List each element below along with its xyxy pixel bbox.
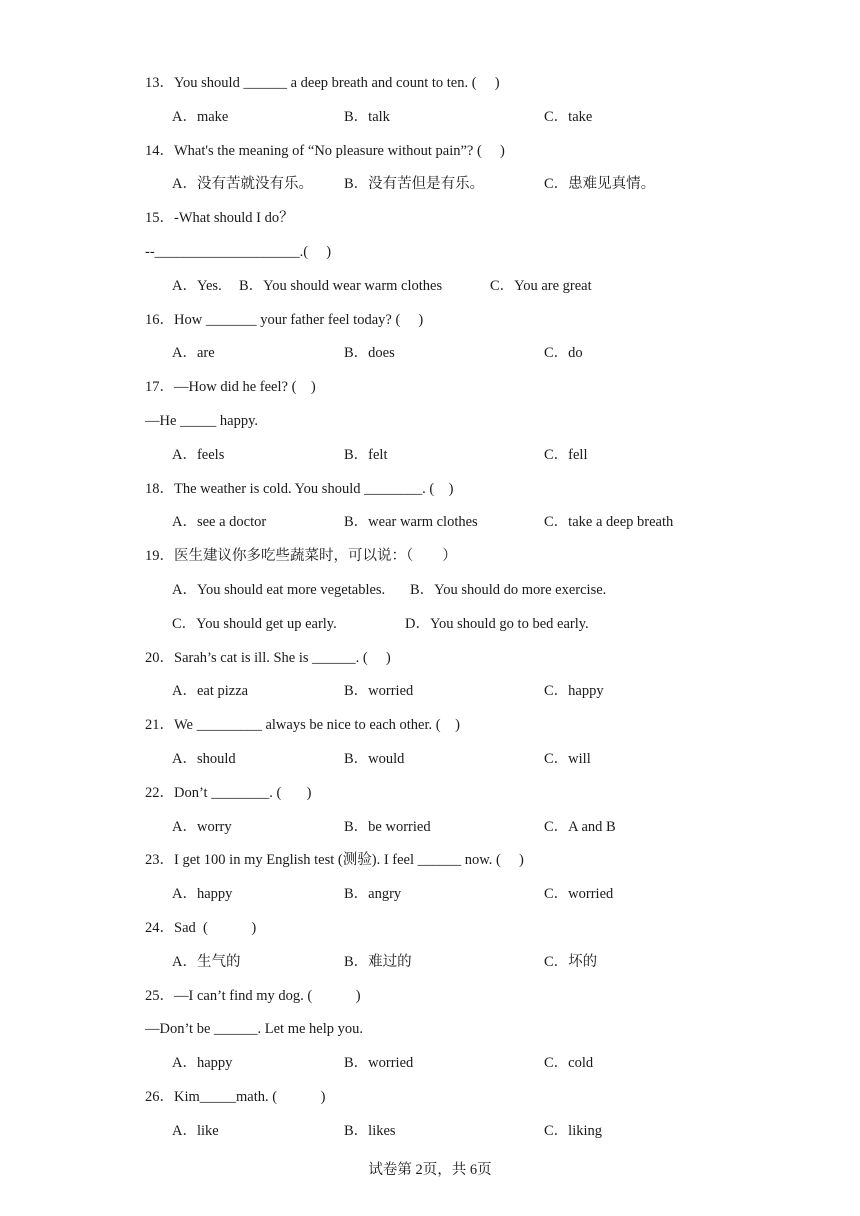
option: B．worried (344, 1055, 414, 1071)
option: A．happy (172, 1055, 233, 1071)
option: C．take a deep breath (544, 514, 674, 530)
option: C．liking (544, 1123, 603, 1139)
question-stem: 26．Kim_____math. ( ) (145, 1089, 326, 1105)
option: A．like (172, 1123, 219, 1139)
option: B．worried (344, 683, 414, 699)
option: A．make (172, 109, 229, 125)
option: C．You should get up early. (172, 616, 337, 632)
option: A．eat pizza (172, 683, 249, 699)
question-stem: 22．Don’t ________. ( ) (145, 785, 312, 801)
option: B．You should do more exercise. (410, 582, 607, 598)
option: C．will (544, 751, 591, 767)
option: C．fell (544, 447, 588, 463)
page-footer: 试卷第 2页，共 6页 (368, 1162, 492, 1178)
option: C．worried (544, 886, 614, 902)
option: B．没有苦但是有乐。 (344, 176, 485, 192)
option: A．没有苦就没有乐。 (172, 176, 313, 192)
option: A．see a doctor (172, 514, 267, 530)
option: A．are (172, 345, 215, 361)
option: A．Yes. (172, 278, 222, 294)
question-stem-line2: --____________________.( ) (145, 244, 332, 260)
option: B．likes (344, 1123, 396, 1139)
question-stem: 13．You should ______ a deep breath and count to ten. ( ) (145, 75, 500, 91)
question-stem: 16．How _______ your father feel today? ( ) (145, 312, 424, 328)
question-stem: 20．Sarah’s cat is ill. She is ______. ( ) (145, 650, 391, 666)
option: C．cold (544, 1055, 594, 1071)
option: A．生气的 (172, 954, 241, 970)
option: B．be worried (344, 819, 431, 835)
question-stem: 25．—I can’t find my dog. ( ) (145, 988, 361, 1004)
option: C．take (544, 109, 593, 125)
option: C．You are great (490, 278, 592, 294)
option: B．难过的 (344, 954, 412, 970)
question-stem: 14．What's the meaning of “No pleasure without pain”? ( ) (145, 143, 505, 159)
question-stem: 19．医生建议你多吃些蔬菜时，可以说：（ ） (145, 548, 457, 564)
option: D．You should go to bed early. (405, 616, 589, 632)
option: C．患难见真情。 (544, 176, 656, 192)
option: B．angry (344, 886, 402, 902)
question-stem-line2: —Don’t be ______. Let me help you. (145, 1021, 364, 1037)
option: A．You should eat more vegetables. (172, 582, 386, 598)
question-stem: 15．-What should I do？ (145, 210, 294, 226)
option: B．wear warm clothes (344, 514, 478, 530)
option: B．does (344, 345, 395, 361)
option: C．happy (544, 683, 604, 699)
option: B．You should wear warm clothes (239, 278, 443, 294)
option: C．A and B (544, 819, 616, 835)
question-stem: 18．The weather is cold. You should ________. ( ) (145, 481, 454, 497)
question-stem: 21．We _________ always be nice to each other. ( ) (145, 717, 460, 733)
option: A．happy (172, 886, 233, 902)
option: B．talk (344, 109, 390, 125)
question-stem: 24．Sad ( ) (145, 920, 257, 936)
question-stem: 17．—How did he feel? ( ) (145, 379, 316, 395)
question-stem: 23．I get 100 in my English test (测验). I feel ______ now. ( ) (145, 852, 524, 868)
option: C．do (544, 345, 583, 361)
question-stem-line2: —He _____ happy. (145, 413, 259, 429)
option: B．would (344, 751, 405, 767)
option: A．should (172, 751, 236, 767)
option: A．feels (172, 447, 225, 463)
option: A．worry (172, 819, 232, 835)
option: B．felt (344, 447, 388, 463)
option: C．坏的 (544, 954, 598, 970)
